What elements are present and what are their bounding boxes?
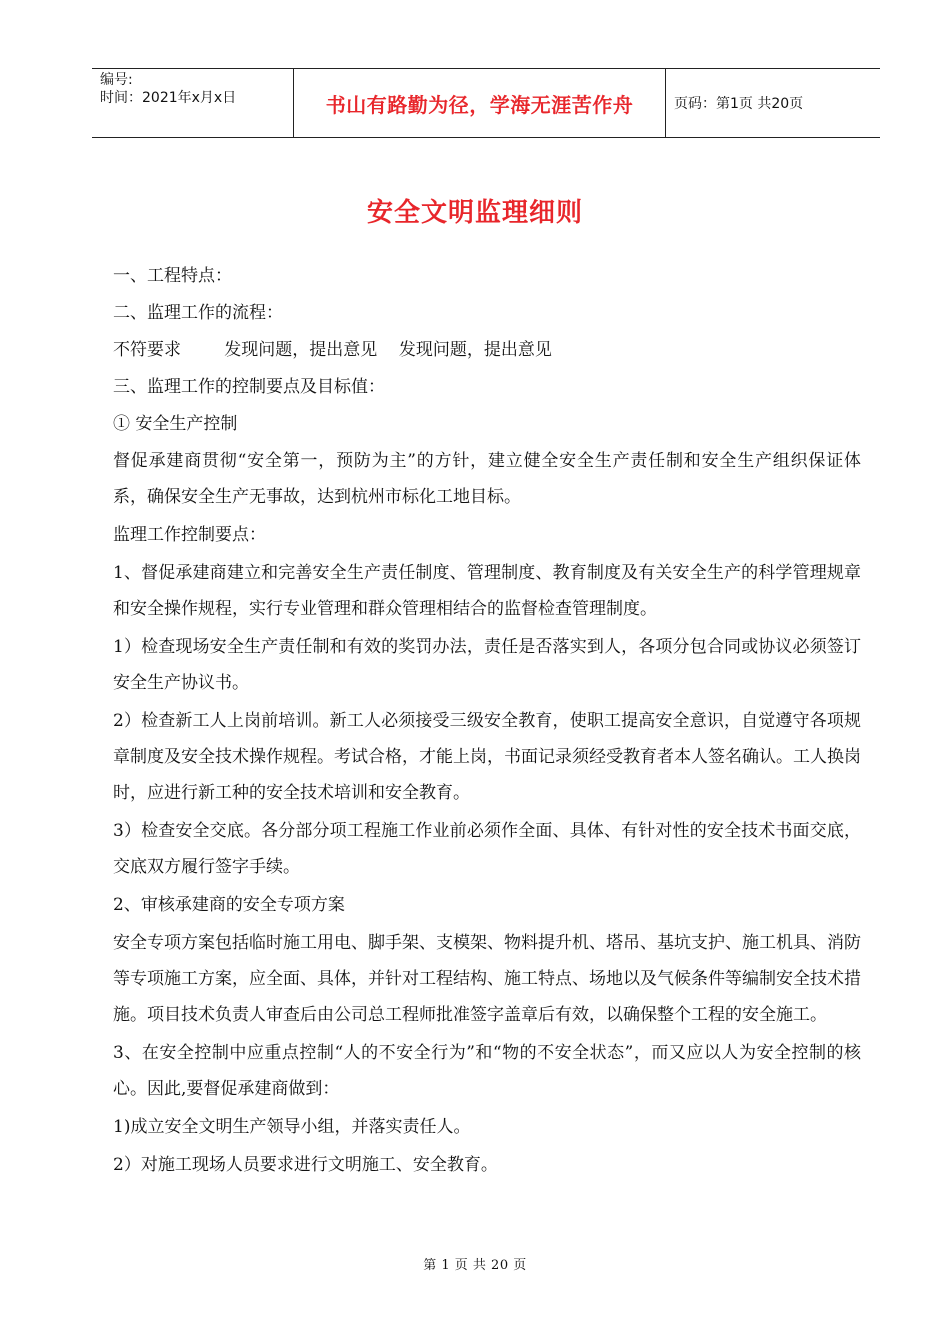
section-heading-2: 二、监理工作的流程：	[113, 303, 283, 323]
paragraph: 监理工作控制要点：	[113, 525, 266, 545]
paragraph: 2、审核承建商的安全专项方案	[113, 895, 345, 915]
document-body	[113, 258, 861, 1183]
paragraph: 1)成立安全文明生产领导小组，并落实责任人。	[113, 1117, 471, 1137]
paragraph: 安全专项方案包括临时施工用电、脚手架、支模架、物料提升机、塔吊、基坑支护、施工机具、消防等专项施工方案，应全面、具体，并针对工程结构、施工特点、场地以及气候条件等编制安全技术措施。项目技术负责人审查后由公司总工程师批准签字盖章后有效，以确保整个工程的安全施工。	[113, 933, 861, 1025]
paragraph: 1、督促承建商建立和完善安全生产责任制度、管理制度、教育制度及有关安全生产的科学管理规章和安全操作规程，实行专业管理和群众管理相结合的监督检查管理制度。	[113, 563, 861, 619]
header-page-info: 页码：第1页 共20页	[674, 96, 804, 112]
document-title: 安全文明监理细则	[366, 198, 583, 228]
section-heading-1: 一、工程特点：	[113, 266, 232, 286]
paragraph: 督促承建商贯彻“安全第一，预防为主”的方针，建立健全安全生产责任制和安全生产组织保证体系，确保安全生产无事故，达到杭州市标化工地目标。	[113, 451, 861, 507]
paragraph: 3）检查安全交底。各分部分项工程施工作业前必须作全面、具体、有针对性的安全技术书面交底，交底双方履行签字手续。	[113, 821, 861, 877]
number-label: 编号:	[100, 72, 133, 88]
paragraph: 2）对施工现场人员要求进行文明施工、安全教育。	[113, 1155, 498, 1175]
section-heading-3: 三、监理工作的控制要点及目标值：	[113, 377, 385, 397]
subsection-heading: ① 安全生产控制	[113, 414, 238, 434]
paragraph: 3、在安全控制中应重点控制“人的不安全行为”和“物的不安全状态”，而又应以人为安全控制的核心。因此,要督促承建商做到：	[113, 1043, 861, 1099]
paragraph: 1）检查现场安全生产责任制和有效的奖罚办法，责任是否落实到人，各项分包合同或协议必须签订安全生产协议书。	[113, 637, 861, 693]
paragraph: 2）检查新工人上岗前培训。新工人必须接受三级安全教育，使职工提高安全意识，自觉遵守各项规章制度及安全技术操作规程。考试合格，才能上岗，书面记录须经受教育者本人签名确认。工人换岗时，应进行新工种的安全技术培训和安全教育。	[113, 711, 861, 803]
page-footer: 第 1 页 共 20 页	[423, 1258, 527, 1273]
page-header	[92, 68, 880, 138]
header-meta	[92, 69, 293, 137]
flow-text: 不符要求 发现问题，提出意见 发现问题，提出意见	[113, 340, 552, 360]
header-motto: 书山有路勤为径，学海无涯苦作舟	[293, 69, 666, 137]
time-label: 时间：2021年x月x日	[100, 90, 237, 106]
